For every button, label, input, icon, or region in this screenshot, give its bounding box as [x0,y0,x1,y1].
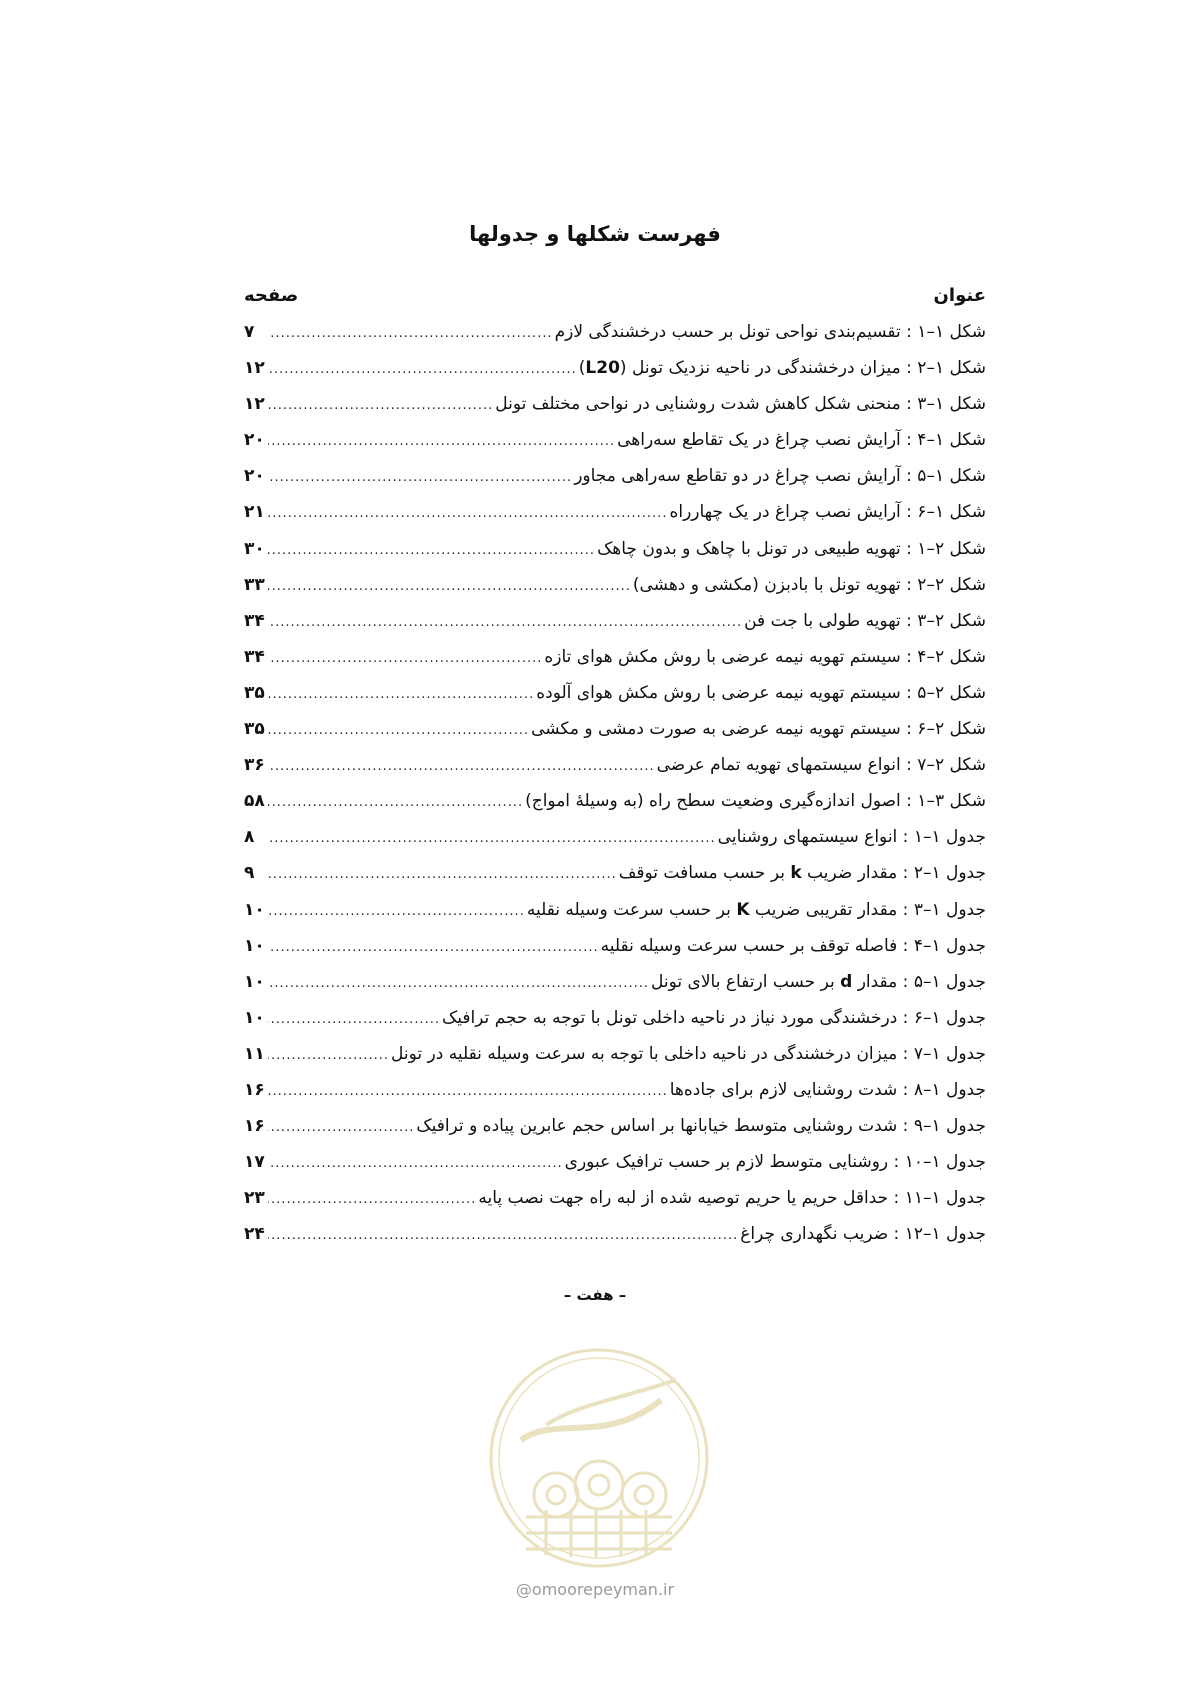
toc-entry-page: ۱۰ [244,899,265,920]
toc-leader-dots [268,831,716,846]
toc-entry-page: ۱۶ [244,1116,265,1137]
table-of-contents [244,322,986,1260]
toc-entry-page: ۱۲ [244,394,265,415]
toc-entry-page: ۹ [244,863,255,884]
toc-leader-dots [268,1192,476,1207]
toc-entry[interactable] [244,1224,986,1260]
toc-entry[interactable] [244,936,986,972]
toc-entry[interactable] [244,322,986,358]
toc-entry[interactable] [244,972,986,1008]
toc-entry[interactable] [244,502,986,538]
toc-entry-title: شکل ۲–۴ : سیستم تهویه نیمه عرضی با روش مکش هوای تازه [544,646,986,667]
toc-entry[interactable] [244,394,986,430]
toc-entry[interactable] [244,755,986,791]
toc-entry-page: ۲۳ [244,1188,265,1209]
toc-entry[interactable] [244,1152,986,1188]
toc-entry-page: ۱۷ [244,1152,265,1173]
toc-entry[interactable] [244,1080,986,1116]
toc-entry[interactable] [244,1008,986,1044]
watermark-url: @omoorepeyman.ir [515,1580,675,1599]
toc-entry-title: شکل ۲–۶ : سیستم تهویه نیمه عرضی به صورت دمشی و مکشی [531,719,986,740]
toc-entry[interactable] [244,358,986,394]
toc-entry-page: ۱۱ [244,1043,265,1064]
toc-leader-dots [268,795,523,810]
toc-entry-title: جدول ۱–۱۱ : حداقل حریم یا حریم توصیه شده از لبه راه جهت نصب پایه [478,1188,986,1209]
toc-entry-title: جدول ۱–۱۲ : ضریب نگهداری چراغ [740,1224,986,1245]
toc-entry[interactable] [244,863,986,899]
toc-entry[interactable] [244,1188,986,1224]
toc-entry-title: شکل ۱–۳ : منحنی شکل کاهش شدت روشنایی در نواحی مختلف تونل [495,394,986,415]
toc-entry-page: ۲۰ [244,430,265,451]
toc-leader-dots [268,506,667,521]
toc-leader-dots [268,651,542,666]
toc-leader-dots [268,1156,563,1171]
toc-entry-title: شکل ۳–۱ : اصول اندازه‌گیری وضعیت سطح راه (به وسیلهٔ امواج) [525,791,986,812]
toc-entry-page: ۳۳ [244,574,265,595]
toc-entry-page: ۲۴ [244,1224,265,1245]
column-header-title: عنوان [933,285,986,306]
toc-entry-title: جدول ۱–۱ : انواع سیستمهای روشنایی [717,827,986,848]
toc-leader-dots [268,615,742,630]
toc-entry-page: ۱۲ [244,358,265,379]
toc-entry-page: ۳۴ [244,610,265,631]
toc-entry[interactable] [244,647,986,683]
toc-leader-dots [268,1084,668,1099]
page-title: فهرست شکلها و جدولها [469,222,721,246]
toc-entry[interactable] [244,683,986,719]
toc-entry-title: شکل ۲–۳ : تهویه طولی با جت فن [744,610,986,631]
toc-entry-title: جدول ۱–۱۰ : روشنایی متوسط لازم بر حسب ترافیک عبوری [564,1152,986,1173]
toc-entry-title: جدول ۱–۵ : مقدار d بر حسب ارتفاع بالای تونل [651,971,986,992]
toc-leader-dots [268,470,572,485]
toc-entry-title: جدول ۱–۶ : درخشندگی مورد نیاز در ناحیه داخلی تونل با توجه به حجم ترافیک [441,1007,986,1028]
toc-leader-dots [268,434,615,449]
toc-entry-title: شکل ۱–۵ : آرایش نصب چراغ در دو تقاطع سه‌راهی مجاور [574,466,986,487]
toc-leader-dots [268,940,599,955]
toc-entry[interactable] [244,719,986,755]
toc-entry-page: ۳۵ [244,682,265,703]
toc-entry[interactable] [244,1116,986,1152]
toc-entry-title: جدول ۱–۷ : میزان درخشندگی در ناحیه داخلی با توجه به سرعت وسیله نقلیه در تونل [391,1043,986,1064]
toc-entry[interactable] [244,827,986,863]
toc-entry-title: شکل ۱–۴ : آرایش نصب چراغ در یک تقاطع سه‌راهی [617,430,986,451]
toc-entry-page: ۲۰ [244,466,265,487]
toc-entry-page: ۳۴ [244,646,265,667]
toc-leader-dots [268,904,525,919]
toc-entry-page: ۲۱ [244,502,265,523]
toc-entry-page: ۱۰ [244,1007,265,1028]
toc-entry[interactable] [244,575,986,611]
column-header-page: صفحه [244,285,299,306]
toc-leader-dots [268,1228,738,1243]
toc-entry-title: جدول ۱–۴ : فاصله توقف بر حسب سرعت وسیله نقلیه [600,935,986,956]
toc-leader-dots [268,976,649,991]
toc-entry[interactable] [244,791,986,827]
toc-entry-title: شکل ۲–۵ : سیستم تهویه نیمه عرضی با روش مکش هوای آلوده [536,682,986,703]
watermark-logo-icon [486,1345,712,1571]
toc-entry[interactable] [244,611,986,647]
toc-entry-title: شکل ۱–۶ : آرایش نصب چراغ در یک چهارراه [669,502,986,523]
toc-leader-dots [268,1120,414,1135]
toc-entry-page: ۳۵ [244,719,265,740]
toc-leader-dots [268,867,617,882]
toc-leader-dots [268,326,553,341]
toc-entry[interactable] [244,1044,986,1080]
toc-entry-title: شکل ۱–۲ : میزان درخشندگی در ناحیه نزدیک تونل (L20) [578,358,986,379]
toc-entry-title: شکل ۱–۱ : تقسیم‌بندی نواحی تونل بر حسب درخشندگی لازم [554,322,986,342]
toc-entry[interactable] [244,539,986,575]
toc-leader-dots [268,723,529,738]
toc-entry[interactable] [244,466,986,502]
toc-entry-title: جدول ۱–۹ : شدت روشنایی متوسط خیابانها بر اساس حجم عابرین پیاده و ترافیک [416,1116,986,1137]
toc-entry-page: ۸ [244,827,255,848]
toc-entry-title: شکل ۲–۱ : تهویه طبیعی در تونل با چاهک و بدون چاهک [597,538,986,559]
toc-entry[interactable] [244,900,986,936]
toc-leader-dots [268,398,493,413]
toc-leader-dots [268,543,595,558]
toc-leader-dots [268,362,577,377]
toc-entry-page: ۳۰ [244,538,265,559]
toc-entry-page: ۵۸ [244,791,265,812]
toc-entry-page: ۳۶ [244,755,265,776]
toc-entry-title: جدول ۱–۲ : مقدار ضریب k بر حسب مسافت توقف [618,863,986,884]
toc-entry-page: ۱۰ [244,935,265,956]
toc-leader-dots [268,759,655,774]
toc-entry-page: ۷ [244,322,255,342]
toc-entry-title: شکل ۲–۲ : تهویه تونل با بادبزن (مکشی و دهشی) [632,574,986,595]
toc-entry[interactable] [244,430,986,466]
toc-entry-title: شکل ۲–۷ : انواع سیستمهای تهویه تمام عرضی [656,755,986,776]
toc-entry-title: جدول ۱–۳ : مقدار تقریبی ضریب K بر حسب سرعت وسیله نقلیه [526,899,986,920]
toc-leader-dots [268,1048,389,1063]
toc-leader-dots [268,687,534,702]
toc-leader-dots [268,1012,440,1027]
toc-leader-dots [268,579,631,594]
toc-entry-page: ۱۶ [244,1079,265,1100]
page-number-footer: – هفت – [563,1286,627,1304]
toc-entry-page: ۱۰ [244,971,265,992]
toc-entry-title: جدول ۱–۸ : شدت روشنایی لازم برای جاده‌ها [669,1079,986,1100]
